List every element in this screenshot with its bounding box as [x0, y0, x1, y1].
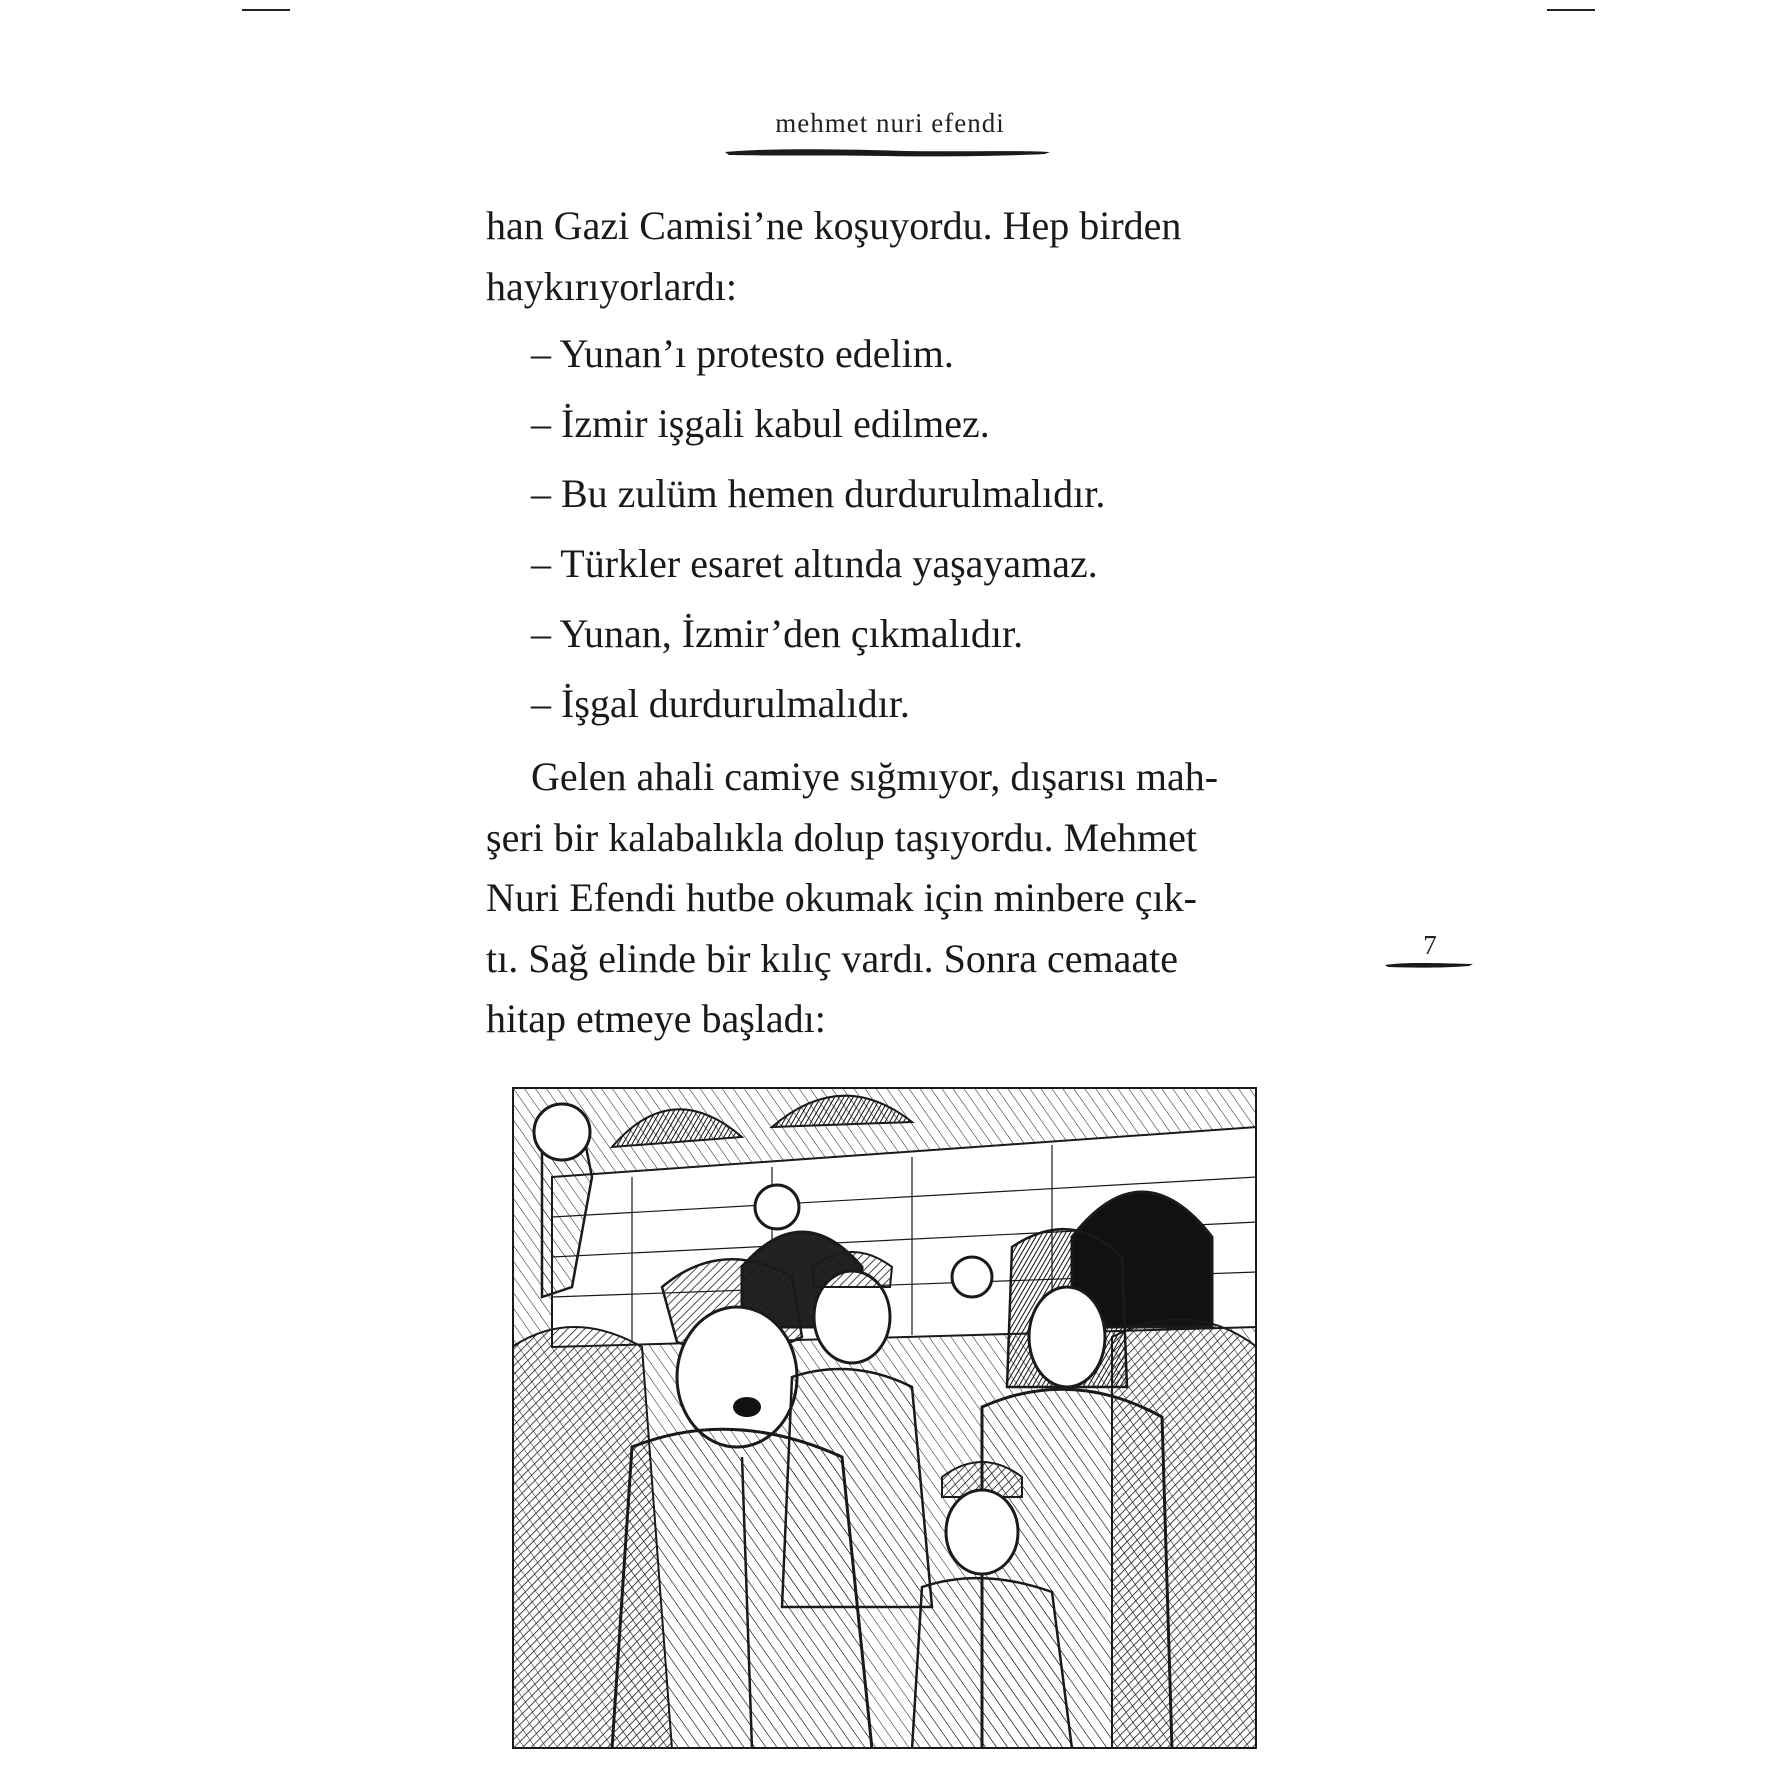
closing-paragraph — [486, 747, 1283, 1050]
slogan-line-1: – Yunan’ı protesto edelim. — [531, 331, 954, 376]
crop-mark-left — [242, 9, 290, 11]
page-number: 7 — [1423, 930, 1437, 960]
slogan-line-4: – Türkler esaret altında yaşayamaz. — [531, 541, 1098, 586]
slogan-line-2: – İzmir işgali kabul edilmez. — [531, 401, 990, 446]
crop-mark-right — [1547, 9, 1595, 11]
running-head-brush-rule — [725, 147, 1050, 159]
body-text — [486, 196, 1283, 1050]
closing-line-4: tı. Sağ elinde bir kılıç vardı. Sonra cemaate — [486, 935, 1178, 981]
closing-line-5: hitap etmeye başladı: — [486, 996, 826, 1041]
opening-line-2: haykırıyorlardı: — [486, 263, 738, 309]
ink-drawing — [512, 1087, 1257, 1749]
slogan-line-5: – Yunan, İzmir’den çıkmalıdır. — [531, 611, 1024, 656]
opening-paragraph — [486, 196, 1283, 317]
closing-line-1: Gelen ahali camiye sığmıyor, dışarısı mah- — [531, 754, 1219, 799]
slogan-line-6: – İşgal durdurulmalıdır. — [531, 681, 910, 726]
slogan-line-3: – Bu zulüm hemen durdurulmalıdır. — [531, 471, 1106, 516]
protest-crowd-illustration — [512, 1087, 1257, 1749]
running-head: mehmet nuri efendi — [775, 108, 1005, 138]
slogan-list — [486, 319, 1283, 739]
opening-line-1: han Gazi Camisi’ne koşuyordu. Hep birden — [486, 203, 1182, 248]
closing-line-2: şeri bir kalabalıkla dolup taşıyordu. Mehmet — [486, 814, 1197, 860]
page-number-brush-rule — [1385, 960, 1473, 970]
closing-line-3: Nuri Efendi hutbe okumak için minbere çık- — [486, 875, 1197, 920]
